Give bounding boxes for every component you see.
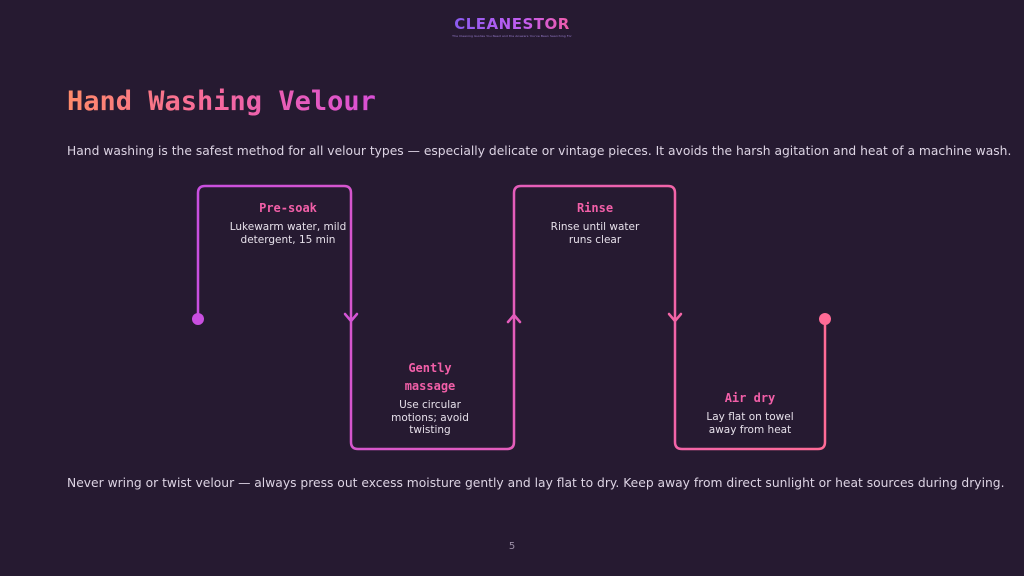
step-title: Pre-soak [259,201,317,215]
care-note: Never wring or twist velour — always press out excess moisture gently and lay flat to dry. Keep away from direct sunlight or heat sources during drying. [67,476,1005,490]
brand-tagline: The Cleaning Guides You Need and the Answers You've Been Searching For [452,34,572,38]
flow-start-dot [192,313,204,325]
page-number: 5 [508,541,516,552]
intro-text: Hand washing is the safest method for all velour types — especially delicate or vintage pieces. It avoids the harsh agitation and heat of a machine wash. [67,144,1012,158]
step-description: Use circular motions; avoid twisting [391,399,469,436]
step-title: Gently massage [404,361,456,393]
step-title: Air dry [724,391,776,405]
step-title: Rinse [576,201,614,215]
page-title: Hand Washing Velour [67,86,376,117]
step-description: Lay flat on towel away from heat [706,411,794,436]
step-description: Lukewarm water, mild detergent, 15 min [229,221,347,246]
step-gently-massage [370,359,490,437]
step-pre-soak [228,199,348,246]
flow-end-dot [819,313,831,325]
step-description: Rinse until water runs clear [550,221,640,246]
brand-name: CLEANESTOR [454,15,570,33]
step-air-dry [690,389,810,436]
step-rinse [535,199,655,246]
